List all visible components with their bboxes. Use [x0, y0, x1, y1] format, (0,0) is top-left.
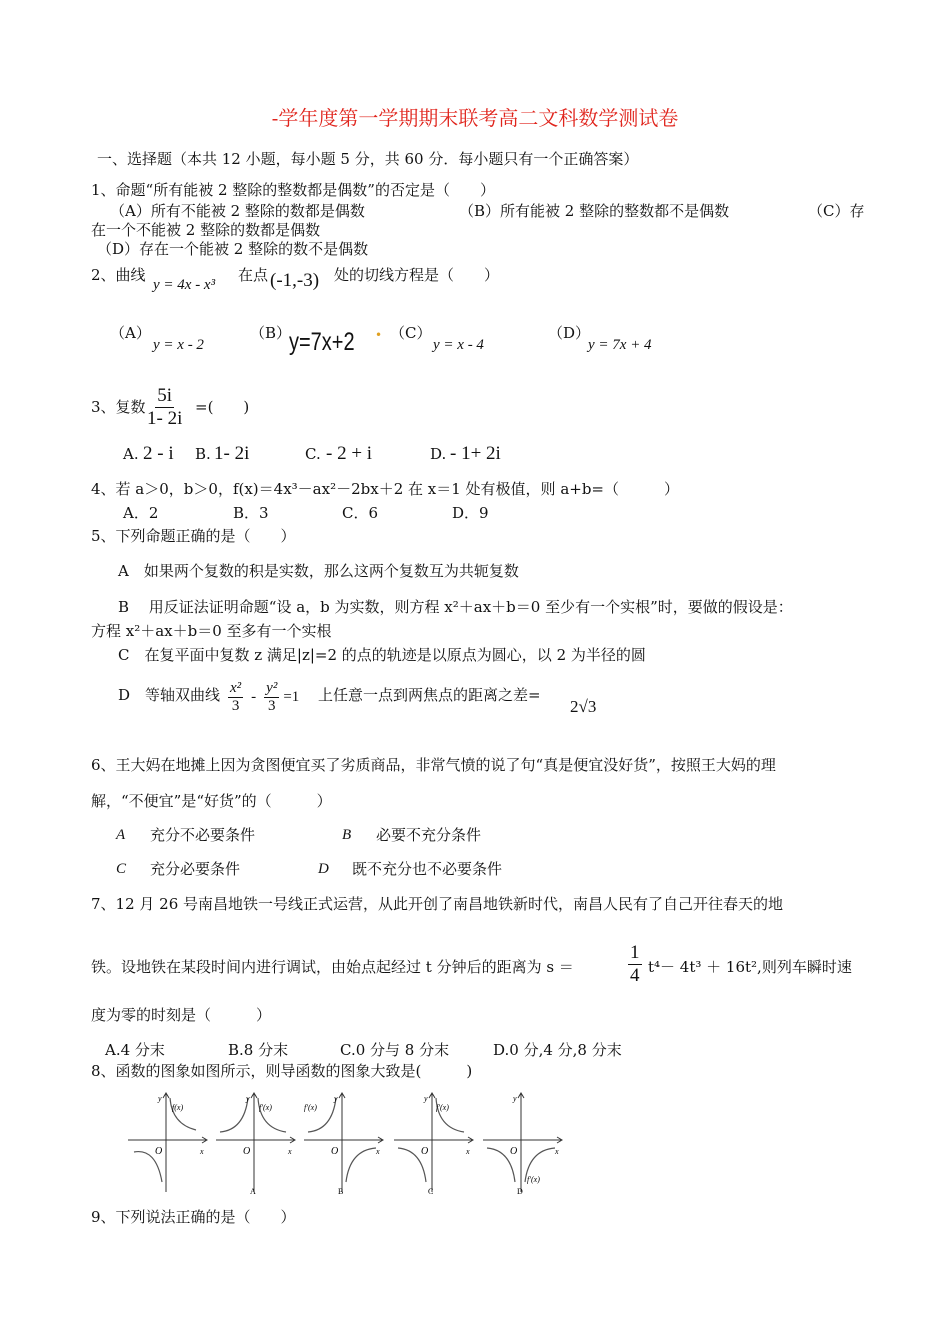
x-axis-label: x [288, 1147, 292, 1156]
question-6-option-c-label: C [116, 861, 127, 877]
question-7-frac-num: 1 [630, 942, 640, 963]
origin-label: O [155, 1146, 163, 1157]
question-3-numerator: 5i [157, 385, 173, 406]
question-3-option-d-label: D. [430, 445, 447, 463]
question-4-option-d: D．9 [452, 504, 489, 522]
question-5-option-d-value: 2√3 [570, 697, 597, 716]
question-6-option-a-label: A [116, 827, 126, 843]
question-7-line3: 度为零的时刻是（ ） [91, 1006, 272, 1024]
function-curve [220, 1098, 248, 1132]
origin-label: O [510, 1146, 518, 1157]
question-6-option-b-label: B [342, 827, 352, 843]
origin-label: O [331, 1146, 339, 1157]
question-4-stem: 4、若 a＞0，b＞0，f(x)＝4x³－ax²－2bx＋2 在 x＝1 处有极值，则 a+b=（ ） [91, 480, 679, 498]
graph-given [128, 1093, 207, 1192]
question-2-curve: y = 4x - x³ [153, 277, 216, 293]
origin-label: O [421, 1146, 429, 1157]
question-3-denominator: 1- 2i [147, 408, 183, 429]
question-3-option-b: 1- 2i [214, 443, 250, 464]
question-9-stem: 9、下列说法正确的是（ ） [91, 1208, 296, 1226]
question-5-hyperbola [228, 680, 299, 715]
graph-tag: B [338, 1187, 344, 1196]
page-title: -学年度第一学期期末联考高二文科数学测试卷 [271, 106, 679, 130]
graph-tag: C [428, 1187, 434, 1196]
question-3-option-c-label: C. [305, 445, 321, 463]
question-1-option-c-part1: （C）存 [808, 202, 865, 220]
graph-D [483, 1093, 562, 1196]
question-6-option-a: 充分不必要条件 [150, 826, 256, 844]
hyperbola-frac1-num: x² [230, 680, 242, 696]
question-2-option-b: y=7x+2 [289, 328, 355, 356]
question-7-option-a: A.4 分末 [105, 1041, 165, 1059]
question-5-option-c: C 在复平面中复数 z 满足|z|=2 的点的轨迹是以原点为圆心，以 2 为半径的圆 [118, 646, 646, 664]
question-7-fraction [628, 942, 642, 987]
graph-C [394, 1093, 473, 1196]
y-axis-label: y [246, 1094, 250, 1103]
graph-tag: A [250, 1187, 256, 1196]
question-2-prefix: 2、曲线 [91, 266, 146, 284]
hyperbola-frac2-num: y² [266, 680, 278, 696]
question-3-suffix: =( ) [195, 398, 250, 416]
question-7-line1: 7、12 月 26 号南昌地铁一号线正式运营，从此开创了南昌地铁新时代，南昌人民有了自己开往春天的地 [91, 895, 784, 913]
stray-mark: • [375, 328, 383, 342]
y-axis-label: y [158, 1094, 162, 1103]
question-7-option-b: B.8 分末 [228, 1041, 289, 1059]
question-2-option-a: y = x - 2 [153, 337, 204, 353]
question-1-option-a: （A）所有不能被 2 整除的数都是偶数 [110, 202, 365, 220]
question-2-option-d-label: （D） [548, 324, 591, 342]
question-7-frac-den: 4 [630, 965, 640, 986]
question-1-option-b: （B）所有能被 2 整除的整数都不是偶数 [459, 202, 730, 220]
question-6-line2: 解，“不便宜”是“好货”的（ ） [91, 792, 332, 810]
question-5-option-a: A 如果两个复数的积是实数，那么这两个复数互为共轭复数 [118, 562, 519, 580]
graph-tag: D [517, 1187, 523, 1196]
question-7-line2-b: t⁴－ 4t³ ＋ 16t²,则列车瞬时速 [648, 958, 852, 976]
question-3-fraction [147, 385, 182, 430]
graph-B [304, 1093, 383, 1196]
question-4-option-b: B．3 [233, 504, 269, 522]
y-axis-label: y [334, 1094, 338, 1103]
question-3-option-d: - 1+ 2i [450, 443, 501, 464]
question-2-suffix: 处的切线方程是（ ） [334, 266, 500, 284]
question-5-option-d-label: D 等轴双曲线 [118, 686, 221, 704]
function-label: f′(x) [259, 1103, 272, 1112]
graph-A [216, 1093, 295, 1196]
x-axis-label: x [466, 1147, 470, 1156]
question-6-option-d-label: D [318, 861, 329, 877]
question-6-option-c: 充分必要条件 [150, 860, 241, 878]
question-5-option-b-line2: 方程 x²＋ax＋b＝0 至多有一个实根 [91, 622, 332, 640]
question-4-option-c: C．6 [342, 504, 379, 522]
y-axis-label: y [424, 1094, 428, 1103]
question-2-option-c-label: （C） [390, 324, 432, 342]
question-7-line2-a: 铁。设地铁在某段时间内进行调试，由始点起经过 t 分钟后的距离为 s ＝ [91, 958, 574, 976]
y-axis-label: y [513, 1094, 517, 1103]
question-5-option-d-text: 上任意一点到两焦点的距离之差= [318, 686, 541, 704]
question-8-stem: 8、函数的图象如图所示，则导函数的图象大致是( ) [91, 1062, 473, 1080]
question-2-option-a-label: （A） [110, 324, 151, 342]
question-5-option-b-line1: B 用反证法证明命题“设 a，b 为实数，则方程 x²＋ax＋b＝0 至少有一个实根”时，要做的假设是： [118, 598, 793, 616]
function-label: f′(x) [436, 1103, 449, 1112]
function-label: f′(x) [527, 1175, 540, 1184]
function-label: f′(x) [304, 1103, 317, 1112]
question-2-option-c: y = x - 4 [433, 337, 484, 353]
question-3-prefix: 3、复数 [91, 398, 146, 416]
question-6-option-b: 必要不充分条件 [376, 826, 482, 844]
x-axis-label: x [555, 1147, 559, 1156]
question-7-option-c: C.0 分与 8 分末 [340, 1041, 450, 1059]
section-heading: 一、选择题（本共 12 小题，每小题 5 分，共 60 分．每小题只有一个正确答案） [97, 150, 639, 168]
question-3-option-a: 2 - i [143, 443, 174, 464]
hyperbola-frac1-den: 3 [231, 698, 240, 714]
question-3-option-b-label: B. [195, 445, 211, 463]
question-1-stem: 1、命题“所有能被 2 整除的整数都是偶数”的否定是（ ） [91, 181, 495, 199]
function-curve [346, 1148, 376, 1182]
x-axis-label: x [200, 1147, 204, 1156]
question-6-option-d: 既不充分也不必要条件 [352, 860, 503, 878]
question-7-option-d: D.0 分,4 分,8 分末 [493, 1041, 622, 1059]
question-2-option-d: y = 7x + 4 [588, 337, 652, 353]
function-label: f(x) [172, 1103, 184, 1112]
question-2-option-b-label: （B） [250, 324, 292, 342]
hyperbola-eq: =1 [283, 689, 300, 706]
question-8-graphs [126, 1092, 566, 1196]
x-axis-label: x [376, 1147, 380, 1156]
question-2-mid: 在点 [238, 266, 269, 284]
question-2-point: (-1,-3) [270, 270, 320, 291]
hyperbola-minus: - [251, 689, 257, 706]
question-1-option-d: （D）存在一个能被 2 整除的数不是偶数 [97, 240, 369, 258]
question-4-option-a: A．2 [123, 504, 159, 522]
hyperbola-frac2-den: 3 [267, 698, 276, 714]
question-5-stem: 5、下列命题正确的是（ ） [91, 527, 296, 545]
question-3-option-a-label: A. [123, 445, 139, 463]
question-6-line1: 6、王大妈在地摊上因为贪图便宜买了劣质商品，非常气愤的说了句“真是便宜没好货”，按照王大妈的理 [91, 756, 776, 774]
question-1-option-c-part2: 在一个不能被 2 整除的数都是偶数 [91, 221, 321, 239]
question-3-option-c: - 2 + i [326, 443, 373, 464]
origin-label: O [243, 1146, 251, 1157]
